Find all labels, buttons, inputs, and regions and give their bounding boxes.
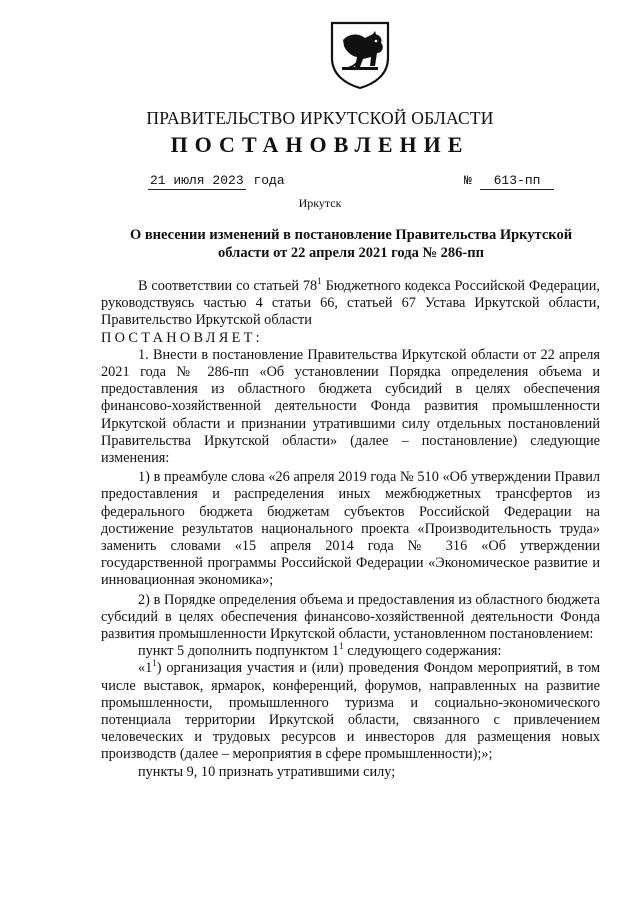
number-prefix: № (464, 173, 472, 188)
date-value: 21 июля 2023 (150, 173, 244, 188)
number-value: 613-пп (480, 173, 555, 190)
document-body (101, 278, 600, 781)
document-date (148, 173, 285, 190)
organization-name: ПРАВИТЕЛЬСТВО ИРКУТСКОЙ ОБЛАСТИ (146, 108, 494, 128)
paragraph-subpoint-1-1: «$1^1$) организация участия и (или) проведения Фондом мероприятий, в том числе выставок, ярмарок, конференций, форумов, направленных на развитие промышленности, промышленного туризма и социально-экономического потенциала территории Иркутской области, связанного с привлечением человеческих и трудовых ресурсов и инвесторов для размещения новых производств (далее – мероприятия в сфере промышленности);»; (101, 658, 600, 763)
date-suffix: года (253, 173, 285, 188)
preamble-paragraph: В соответствии со статьей $78^1$ Бюджетного кодекса Российской Федерации, руководствуясь частью 4 статьи 66, статьей 67 Устава Иркутской области, Правительство Иркутской области (101, 276, 601, 329)
paragraph-point-5: пункт 5 дополнить подпунктом $1^1$ следующего содержания: (138, 641, 502, 660)
paragraph-1-1: 1) в преамбуле слова «26 апреля 2019 года № 510 «Об утверждении Правил предоставления и распределения иных межбюджетных трансфертов из федерального бюджета бюджетам субъектов Российской Федерации на достижение результатов национального проекта «Производительность труда» заменить словами «15 апреля 2014 года № 316 «Об утверждении государственной программы Российской Федерации «Экономическое развитие и инновационная экономика»; (101, 469, 600, 589)
document-place: Иркутск (298, 196, 342, 210)
document-type: ПОСТАНОВЛЕНИЕ (170, 132, 470, 157)
document-title: О внесении изменений в постановление Правительства Иркутской области от 22 апреля 2021 года № 286-пп (129, 227, 573, 261)
paragraph-points-9-10: пункты 9, 10 признать утратившими силу; (138, 763, 396, 780)
decree-heading: ПОСТАНОВЛЯЕТ: (101, 329, 263, 346)
paragraph-1: 1. Внести в постановление Правительства Иркутской области от 22 апреля 2021 года № 286-пп «Об установлении Порядка определения объема и предоставления из областного бюджета субсидий в целях обеспечения финансово-хозяйственной деятельности Фонда развития промышленности Иркутской области и признании утратившими силу отдельных постановлений Правительства Иркутской области» (далее – постановление) следующие изменения: (101, 346, 600, 467)
document-number (464, 173, 554, 190)
paragraph-1-2: 2) в Порядке определения объема и предоставления из областного бюджета субсидий в целях обеспечения финансово-хозяйственной деятельности Фонда развития промышленности Иркутской области, установленном постановлением: (101, 591, 600, 643)
coat-of-arms-icon (329, 20, 391, 90)
